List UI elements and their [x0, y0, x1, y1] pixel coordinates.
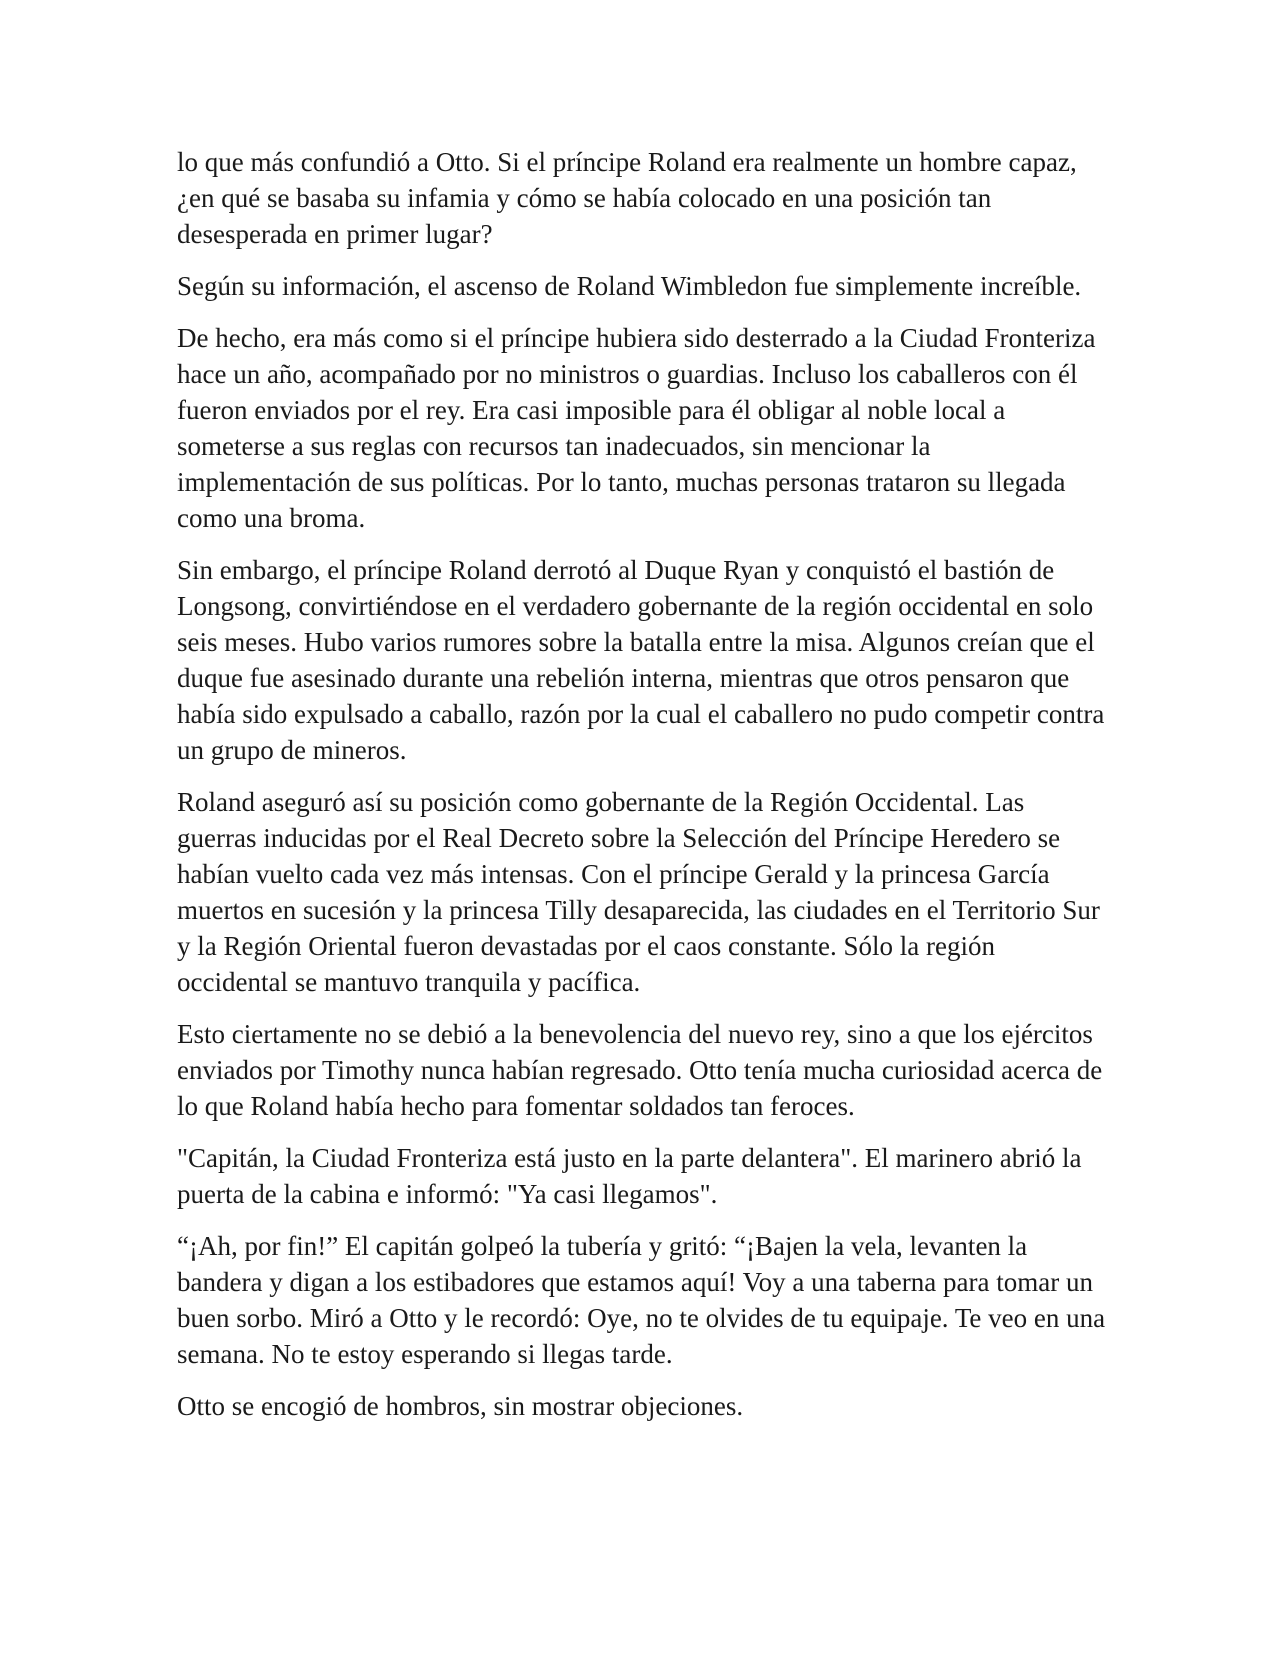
paragraph-7: "Capitán, la Ciudad Fronteriza está justo en la parte delantera". El marinero abrió la puerta de la cabina e informó: "Ya casi llegamos".	[177, 1143, 1082, 1209]
paragraph-8: “¡Ah, por fin!” El capitán golpeó la tubería y gritó: “¡Bajen la vela, levanten la bandera y digan a los estibadores que estamos aquí! Voy a una taberna para tomar un buen sorbo. Miró a Otto y le recordó: Oye, no te olvides de tu equipaje. Te veo en una semana. No te estoy esperando si llegas tarde.	[177, 1231, 1106, 1369]
paragraph-3: De hecho, era más como si el príncipe hubiera sido desterrado a la Ciudad Fronteriza hace un año, acompañado por no ministros o guardias. Incluso los caballeros con él fueron enviados por el rey. Era casi imposible para él obligar al noble local a someterse a sus reglas con recursos tan inadecuados, sin mencionar la implementación de sus políticas. Por lo tanto, muchas personas trataron su llegada como una broma.	[177, 323, 1096, 533]
paragraph-5: Roland aseguró así su posición como gobernante de la Región Occidental. Las guerras inducidas por el Real Decreto sobre la Selección del Príncipe Heredero se habían vuelto cada vez más intensas. Con el príncipe Gerald y la princesa García muertos en sucesión y la princesa Tilly desaparecida, las ciudades en el Territorio Sur y la Región Oriental fueron devastadas por el caos constante. Sólo la región occidental se mantuvo tranquila y pacífica.	[177, 787, 1100, 997]
document-page	[177, 144, 1107, 1440]
paragraph-9: Otto se encogió de hombros, sin mostrar objeciones.	[177, 1391, 744, 1421]
paragraph-1: lo que más confundió a Otto. Si el príncipe Roland era realmente un hombre capaz, ¿en qué se basaba su infamia y cómo se había colocado en una posición tan desesperada en primer lugar?	[177, 147, 1077, 249]
paragraph-6: Esto ciertamente no se debió a la benevolencia del nuevo rey, sino a que los ejércitos enviados por Timothy nunca habían regresado. Otto tenía mucha curiosidad acerca de lo que Roland había hecho para fomentar soldados tan feroces.	[177, 1019, 1103, 1121]
paragraph-2: Según su información, el ascenso de Roland Wimbledon fue simplemente increíble.	[177, 271, 1082, 301]
paragraph-4: Sin embargo, el príncipe Roland derrotó al Duque Ryan y conquistó el bastión de Longsong, convirtiéndose en el verdadero gobernante de la región occidental en solo seis meses. Hubo varios rumores sobre la batalla entre la misa. Algunos creían que el duque fue asesinado durante una rebelión interna, mientras que otros pensaron que había sido expulsado a caballo, razón por la cual el caballero no pudo competir contra un grupo de mineros.	[177, 555, 1105, 765]
